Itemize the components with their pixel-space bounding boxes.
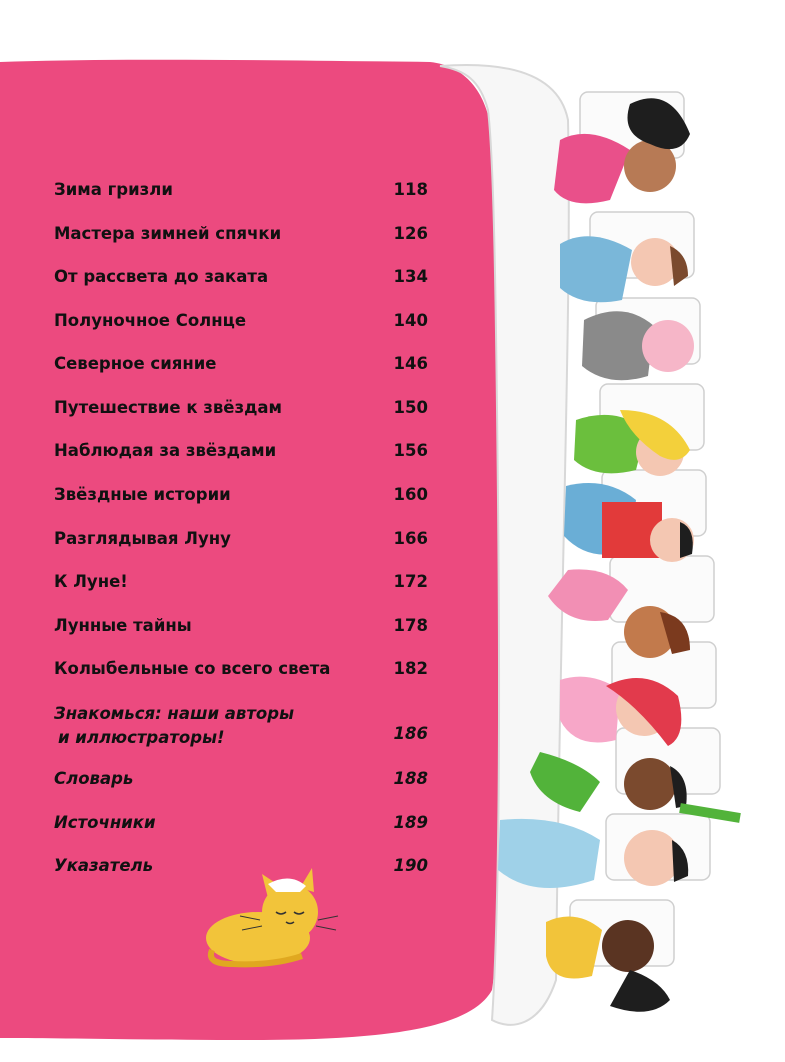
- toc-entry-page: 160: [393, 485, 428, 504]
- toc-entry-title: Северное сияние: [54, 354, 217, 373]
- toc-entry-title: Указатель: [54, 856, 154, 875]
- toc-entry-page: 178: [393, 616, 428, 635]
- toc-entry-page: 146: [393, 354, 428, 373]
- toc-entry-page: 150: [393, 398, 428, 417]
- toc-entry-page: 140: [393, 311, 428, 330]
- toc-entry-page: 189: [393, 813, 428, 832]
- toc-entry-page: 186: [393, 724, 428, 743]
- toc-entry-title: Колыбельные со всего света: [54, 659, 331, 678]
- toc-entry-title: Зима гризли: [54, 180, 173, 199]
- toc-entry-page: 190: [393, 856, 428, 875]
- toc-entry-page: 188: [393, 769, 428, 788]
- toc-entry-title: К Луне!: [54, 572, 128, 591]
- toc-entry-title: Путешествие к звёздам: [54, 398, 283, 417]
- toc-entry-title: Разглядывая Луну: [54, 529, 231, 548]
- toc-entry-title: Полуночное Солнце: [54, 311, 247, 330]
- toc-entry-title: От рассвета до заката: [54, 267, 269, 286]
- toc-entry-title: Наблюдая за звёздами: [54, 441, 277, 460]
- toc-entry-title: Звёздные истории: [54, 485, 231, 504]
- toc-entry-title-line1: Знакомься: наши авторы: [54, 704, 294, 723]
- toc-entry-title-line2: и иллюстраторы!: [58, 728, 225, 747]
- toc-entry-title: Лунные тайны: [54, 616, 192, 635]
- toc-entry-page: 172: [393, 572, 428, 591]
- toc-entry-page: 182: [393, 659, 428, 678]
- toc-entry-page: 118: [393, 180, 428, 199]
- toc-entry-title: Словарь: [54, 769, 134, 788]
- toc-entry-page: 126: [393, 224, 428, 243]
- toc-entry-page: 134: [393, 267, 428, 286]
- toc-entry-page: 156: [393, 441, 428, 460]
- toc-entry-title: Мастера зимней спячки: [54, 224, 282, 243]
- toc-entry-title: Источники: [54, 813, 156, 832]
- toc-entry-page: 166: [393, 529, 428, 548]
- toc-entry-title: [54, 702, 294, 750]
